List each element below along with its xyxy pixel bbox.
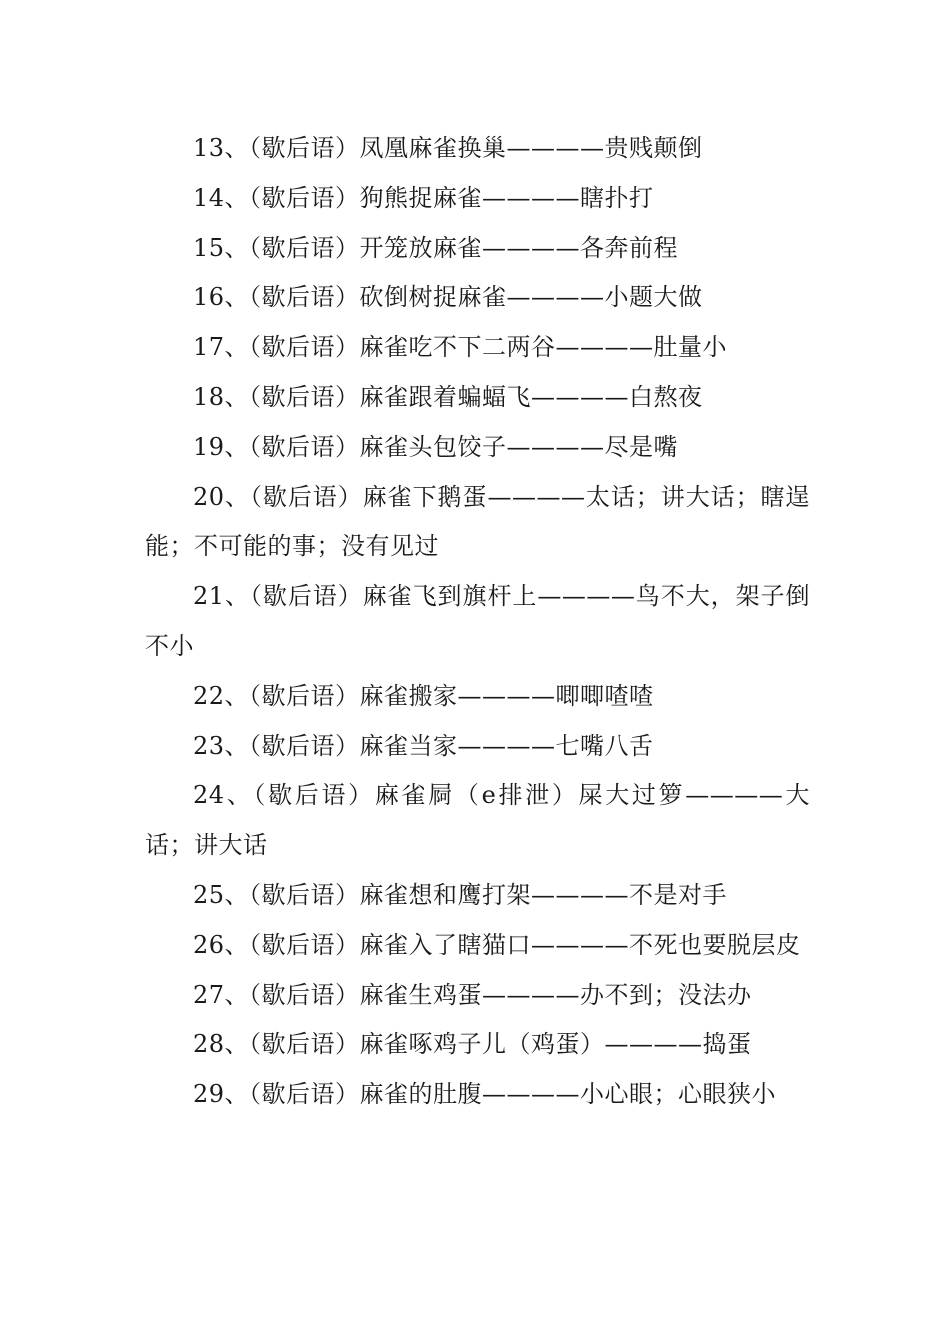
document-body	[145, 124, 810, 1120]
proverb-entry-15	[145, 224, 810, 274]
proverb-entry-14	[145, 174, 810, 224]
proverb-entry-27	[145, 971, 810, 1021]
proverb-text: 23、（歇后语）麻雀当家————七嘴八舌	[193, 731, 654, 760]
proverb-text: 24、（歇后语）麻雀屙（e排泄）屎大过箩————大话；讲大话	[145, 781, 810, 860]
proverb-entry-25	[145, 871, 810, 921]
proverb-text: 15、（歇后语）开笼放麻雀————各奔前程	[193, 233, 679, 262]
proverb-entry-26	[145, 921, 810, 971]
proverb-entry-21	[145, 572, 810, 672]
proverb-text: 25、（歇后语）麻雀想和鹰打架————不是对手	[193, 880, 728, 909]
proverb-text: 26、（歇后语）麻雀入了瞎猫口————不死也要脱层皮	[193, 930, 801, 959]
proverb-text: 29、（歇后语）麻雀的肚腹————小心眼；心眼狭小	[193, 1080, 777, 1109]
proverb-text: 20、（歇后语）麻雀下鹅蛋————太话；讲大话；瞎逞能；不可能的事；没有见过	[145, 482, 810, 561]
proverb-text: 19、（歇后语）麻雀头包饺子————尽是嘴	[193, 432, 679, 461]
proverb-text: 18、（歇后语）麻雀跟着蝙蝠飞————白熬夜	[193, 382, 703, 411]
proverb-text: 14、（歇后语）狗熊捉麻雀————瞎扑打	[193, 183, 654, 212]
proverb-entry-28	[145, 1020, 810, 1070]
proverb-entry-24	[145, 771, 810, 871]
proverb-entry-17	[145, 323, 810, 373]
proverb-entry-20	[145, 473, 810, 573]
proverb-text: 16、（歇后语）砍倒树捉麻雀————小题大做	[193, 283, 703, 312]
proverb-text: 17、（歇后语）麻雀吃不下二两谷————肚量小	[193, 333, 728, 362]
proverb-entry-16	[145, 273, 810, 323]
proverb-text: 13、（歇后语）凤凰麻雀换巢————贵贱颠倒	[193, 134, 703, 162]
proverb-text: 28、（歇后语）麻雀啄鸡子儿（鸡蛋）————捣蛋	[193, 1030, 752, 1059]
proverb-text: 22、（歇后语）麻雀搬家————唧唧喳喳	[193, 681, 654, 710]
proverb-text: 21、（歇后语）麻雀飞到旗杆上————鸟不大，架子倒不小	[145, 582, 810, 660]
proverb-text: 27、（歇后语）麻雀生鸡蛋————办不到；没法办	[193, 980, 752, 1009]
proverb-entry-22	[145, 672, 810, 722]
proverb-entry-18	[145, 373, 810, 423]
proverb-entry-13	[145, 124, 810, 174]
proverb-entry-23	[145, 722, 810, 772]
proverb-entry-29	[145, 1070, 810, 1120]
proverb-entry-19	[145, 423, 810, 473]
